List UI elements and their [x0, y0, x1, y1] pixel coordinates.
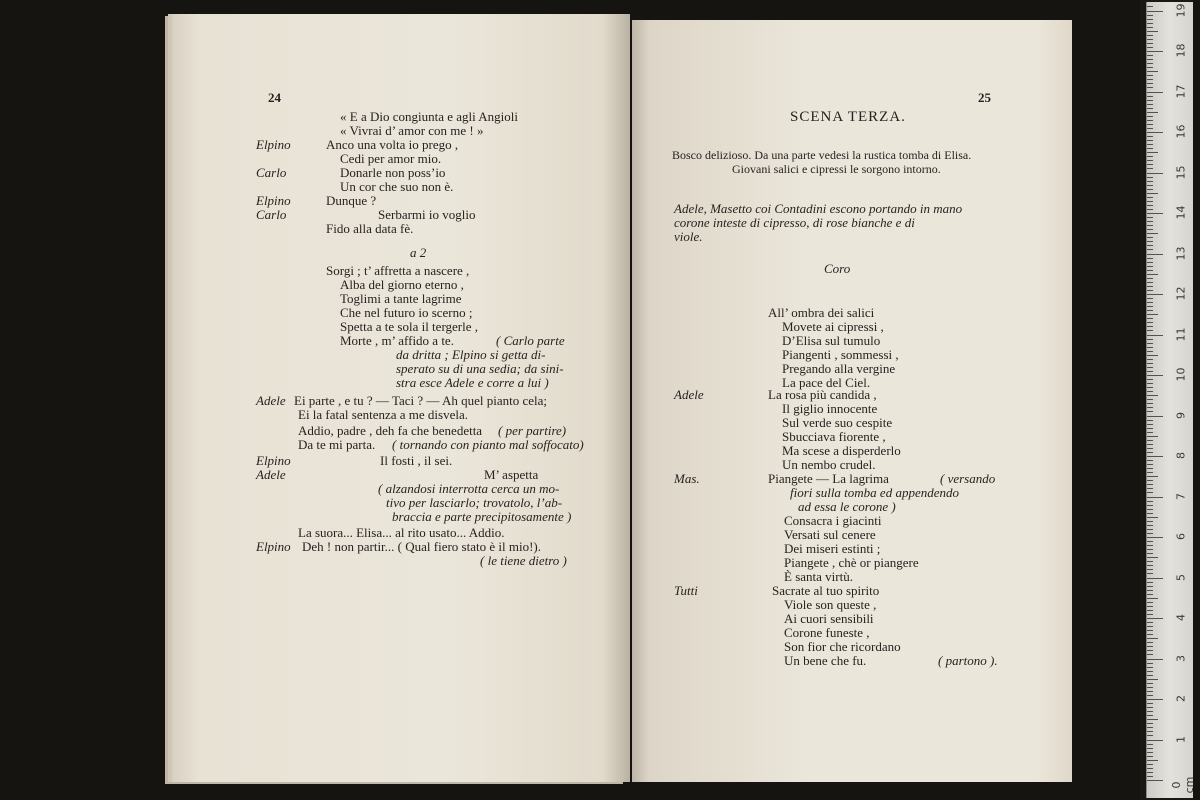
ruler-tick: [1147, 367, 1153, 368]
ruler-tick: [1147, 772, 1153, 773]
ruler-tick: [1147, 92, 1163, 93]
ruler-tick: [1147, 136, 1153, 137]
ruler-number: 13: [1174, 246, 1188, 260]
ruler-tick: [1147, 379, 1153, 380]
entrance-line: Adele, Masetto coi Contadini escono portando in mano: [674, 201, 963, 216]
verse-line: « Vivrai d’ amor con me ! »: [340, 123, 484, 138]
speaker-name: Adele: [674, 387, 704, 402]
ruler-tick: [1147, 168, 1153, 169]
ruler-tick: [1147, 387, 1153, 388]
scene-title: SCENA TERZA.: [790, 109, 906, 125]
ruler-number: 4: [1174, 614, 1188, 621]
ruler-number: 18: [1174, 43, 1188, 58]
verse-line: Anco una volta io prego ,: [326, 137, 459, 152]
ruler-tick: [1147, 71, 1158, 72]
ruler-number: 17: [1174, 84, 1188, 98]
ruler-tick: [1147, 711, 1153, 712]
ruler-tick: [1147, 501, 1153, 502]
ruler-tick: [1147, 112, 1158, 113]
ruler-tick: [1147, 411, 1153, 412]
ruler-tick: [1147, 642, 1153, 643]
verse-line: Son fior che ricordano: [784, 639, 901, 654]
ruler-tick: [1147, 476, 1158, 477]
ruler-tick: [1147, 193, 1158, 194]
verse-line: La pace del Ciel.: [782, 375, 871, 390]
verse-line: « E a Dio congiunta e agli Angioli: [340, 109, 518, 124]
ruler-tick: [1147, 11, 1163, 12]
verse-line: Sorgi ; t’ affretta a nascere ,: [326, 263, 470, 278]
ruler-number: 5: [1174, 573, 1188, 581]
verse-line: Fido alla data fè.: [326, 221, 414, 236]
ruler-tick: [1147, 679, 1158, 680]
setting-line: Giovani salici e cipressi le sorgono intorno.: [732, 162, 941, 176]
ruler-tick: [1147, 428, 1153, 429]
page-number: 25: [978, 90, 991, 105]
right-page: [632, 20, 1072, 782]
ruler-tick: [1147, 120, 1153, 121]
ruler-tick: [1147, 638, 1158, 639]
verse-line: Addio, padre , deh fa che benedetta: [298, 423, 483, 438]
ruler-tick: [1147, 156, 1153, 157]
ruler-tick: [1147, 448, 1153, 449]
stage-direction: stra esce Adele e corre a lui ): [396, 375, 549, 390]
ruler-tick: [1147, 359, 1153, 360]
left-page: [172, 14, 630, 782]
ruler-tick: [1147, 565, 1153, 566]
ruler-tick: [1147, 440, 1153, 441]
ruler-tick: [1147, 282, 1153, 283]
ruler-tick: [1147, 695, 1153, 696]
speaker-name: Adele: [256, 393, 286, 408]
ruler-tick: [1147, 509, 1153, 510]
verse-line: Serbarmi io voglio: [378, 207, 476, 222]
ruler-tick: [1147, 75, 1153, 76]
entrance-line: viole.: [674, 229, 703, 244]
ruler-tick: [1147, 703, 1153, 704]
ruler-tick: [1147, 756, 1153, 757]
ruler-tick: [1147, 371, 1153, 372]
verse-line: Ai cuori sensibili: [784, 611, 874, 626]
ruler-tick: [1147, 375, 1163, 376]
ruler-tick: [1147, 217, 1153, 218]
ruler-tick: [1147, 140, 1153, 141]
verse-line: Spetta a te sola il tergerle ,: [340, 319, 479, 334]
verse-line: Sbucciava fiorente ,: [782, 429, 886, 444]
ruler-tick: [1147, 322, 1153, 323]
ruler-zero-label: 0 cm: [1170, 776, 1196, 794]
ruler-tick: [1147, 537, 1163, 538]
ruler-tick: [1147, 221, 1153, 222]
ruler-tick: [1147, 310, 1153, 311]
ruler-tick: [1147, 549, 1153, 550]
verse-line: Sacrate al tuo spirito: [772, 583, 880, 598]
ruler-tick: [1147, 614, 1153, 615]
ruler-tick: [1147, 602, 1153, 603]
ruler-tick: [1147, 436, 1158, 437]
ruler-tick: [1147, 723, 1153, 724]
ruler-tick: [1147, 654, 1153, 655]
ruler-tick: [1147, 79, 1153, 80]
verse-line: Che nel futuro io scerno ;: [340, 305, 473, 320]
stage-direction: ( tornando con pianto mal soffocato): [392, 437, 584, 452]
ruler-tick: [1147, 707, 1153, 708]
verse-line: Cedi per amor mio.: [340, 151, 442, 166]
ruler-tick: [1147, 667, 1153, 668]
ruler-tick: [1147, 663, 1153, 664]
ruler-tick: [1147, 43, 1153, 44]
ruler-tick: [1147, 569, 1153, 570]
stage-direction: fiori sulla tomba ed appendendo: [790, 485, 959, 500]
ruler-tick: [1147, 699, 1163, 700]
ruler-tick: [1147, 132, 1163, 133]
ruler-tick: [1147, 505, 1153, 506]
ruler-tick: [1147, 675, 1153, 676]
verse-line: Morte , m’ affido a te.: [340, 333, 454, 348]
ruler-tick: [1147, 185, 1153, 186]
ruler-tick: [1147, 403, 1153, 404]
ruler-tick: [1147, 492, 1153, 493]
ruler-number: 16: [1174, 124, 1188, 139]
stage-direction: ad essa le corone ): [798, 499, 896, 514]
verse-line: Dunque ?: [326, 193, 377, 208]
ruler-tick: [1147, 249, 1153, 250]
ruler-tick: [1147, 545, 1153, 546]
ruler-tick: [1147, 659, 1163, 660]
stage-direction: sperato su di una sedia; da sini-: [396, 361, 564, 376]
ruler-tick: [1147, 748, 1153, 749]
ruler-tick: [1147, 164, 1153, 165]
ruler-tick: [1147, 764, 1153, 765]
ruler-tick: [1147, 229, 1153, 230]
verse-line: È santa virtù.: [784, 569, 853, 584]
ruler-tick: [1147, 233, 1158, 234]
ruler-tick: [1147, 561, 1153, 562]
ruler-number: 2: [1174, 695, 1188, 702]
ruler-tick: [1147, 517, 1158, 518]
speaker-name: Elpino: [256, 137, 291, 152]
ruler-tick: [1147, 104, 1153, 105]
ruler-tick: [1147, 776, 1153, 777]
ruler-tick: [1147, 83, 1153, 84]
verse-line: Donarle non poss’io: [340, 165, 446, 180]
stage-direction: da dritta ; Elpino si getta di-: [396, 347, 546, 362]
ruler-tick: [1147, 578, 1163, 579]
ruler-tick: [1147, 35, 1153, 36]
ruler-tick: [1147, 15, 1153, 16]
verse-line: Viole son queste ,: [784, 597, 877, 612]
ruler-tick: [1147, 23, 1153, 24]
a-due-heading: a 2: [410, 245, 427, 260]
ruler-tick: [1147, 347, 1153, 348]
ruler-tick: [1147, 407, 1153, 408]
ruler-tick: [1147, 383, 1153, 384]
stage-direction: ( per partire): [498, 423, 567, 438]
ruler-tick: [1147, 735, 1153, 736]
ruler-tick: [1147, 731, 1153, 732]
ruler-tick: [1147, 294, 1163, 295]
ruler-tick: [1147, 715, 1153, 716]
ruler-tick: [1147, 634, 1153, 635]
ruler-tick: [1147, 55, 1153, 56]
ruler-tick: [1147, 181, 1153, 182]
stage-direction: ( le tiene dietro ): [480, 553, 567, 568]
entrance-line: corone inteste di cipresso, di rose bianche e di: [674, 215, 915, 230]
ruler-tick: [1147, 456, 1163, 457]
ruler-tick: [1147, 237, 1153, 238]
speaker-name: Tutti: [674, 583, 698, 598]
ruler-tick: [1147, 290, 1153, 291]
ruler-tick: [1147, 650, 1153, 651]
ruler-tick: [1147, 671, 1153, 672]
verse-line: Alba del giorno eterno ,: [340, 277, 464, 292]
ruler-tick: [1147, 205, 1153, 206]
page-number: 24: [268, 90, 281, 105]
ruler-number: 8: [1174, 452, 1188, 459]
ruler-tick: [1147, 335, 1163, 336]
speaker-name: Carlo: [256, 165, 287, 180]
ruler-tick: [1147, 351, 1153, 352]
ruler-tick: [1147, 245, 1153, 246]
ruler-tick: [1147, 416, 1163, 417]
verse-line: Un cor che suo non è.: [340, 179, 454, 194]
ruler-number: 3: [1174, 654, 1188, 662]
ruler-tick: [1147, 306, 1153, 307]
ruler-tick: [1147, 391, 1153, 392]
verse-line: Ma scese a disperderlo: [782, 443, 901, 458]
speaker-name: Adele: [256, 467, 286, 482]
ruler-tick: [1147, 468, 1153, 469]
ruler-tick: [1147, 484, 1153, 485]
verse-line: Movete ai cipressi ,: [782, 319, 884, 334]
ruler-tick: [1147, 582, 1153, 583]
ruler-tick: [1147, 590, 1153, 591]
ruler-tick: [1147, 302, 1153, 303]
ruler-tick: [1147, 270, 1153, 271]
verse-line: Consacra i giacinti: [784, 513, 882, 528]
ruler-tick: [1147, 258, 1153, 259]
ruler-tick: [1147, 460, 1153, 461]
ruler-number: 1: [1174, 735, 1188, 743]
stage-direction: ( versando: [940, 471, 996, 486]
ruler-tick: [1147, 19, 1153, 20]
verse-line: Deh ! non partir... ( Qual fiero stato è il mio!).: [302, 539, 541, 554]
ruler-tick: [1147, 622, 1153, 623]
ruler-tick: [1147, 124, 1153, 125]
stage-direction: tivo per lasciarlo; trovatolo, l’ab-: [386, 495, 563, 510]
ruler-tick: [1147, 683, 1153, 684]
verse-line: All’ ombra dei salici: [768, 305, 875, 320]
ruler-tick: [1147, 432, 1153, 433]
ruler-tick: [1147, 274, 1158, 275]
ruler-tick: [1147, 27, 1153, 28]
ruler-tick: [1147, 399, 1153, 400]
ruler-tick: [1147, 768, 1153, 769]
ruler-tick: [1147, 278, 1153, 279]
ruler-tick: [1147, 464, 1153, 465]
ruler-tick: [1147, 626, 1153, 627]
ruler-tick: [1147, 262, 1153, 263]
setting-line: Bosco delizioso. Da una parte vedesi la rustica tomba di Elisa.: [672, 148, 972, 162]
ruler-number: 19: [1174, 3, 1188, 17]
verse-line: Versati sul cenere: [784, 527, 876, 542]
ruler-tick: [1147, 472, 1153, 473]
ruler-tick: [1147, 691, 1153, 692]
ruler-tick: [1147, 67, 1153, 68]
ruler-tick: [1147, 618, 1163, 619]
measuring-ruler: [1146, 2, 1196, 798]
ruler-tick: [1147, 727, 1153, 728]
ruler-tick: [1147, 719, 1158, 720]
ruler-tick: [1147, 740, 1163, 741]
verse-line: La suora... Elisa... al rito usato... Addio.: [298, 525, 505, 540]
ruler-tick: [1147, 480, 1153, 481]
ruler-tick: [1147, 606, 1153, 607]
ruler-tick: [1147, 148, 1153, 149]
ruler-tick: [1147, 128, 1153, 129]
ruler-tick: [1147, 326, 1153, 327]
ruler-tick: [1147, 529, 1153, 530]
ruler-tick: [1147, 213, 1163, 214]
stage-direction: braccia e parte precipitosamente ): [392, 509, 572, 524]
ruler-tick: [1147, 355, 1158, 356]
verse-line: Piangenti , sommessi ,: [782, 347, 899, 362]
ruler-tick: [1147, 339, 1153, 340]
verse-line: Un nembo crudel.: [782, 457, 876, 472]
verse-line: Corone funeste ,: [784, 625, 870, 640]
ruler-tick: [1147, 116, 1153, 117]
ruler-tick: [1147, 314, 1158, 315]
ruler-tick: [1147, 444, 1153, 445]
coro-heading: Coro: [824, 261, 851, 276]
ruler-tick: [1147, 96, 1153, 97]
ruler-tick: [1147, 201, 1153, 202]
speaker-name: Elpino: [256, 453, 291, 468]
ruler-tick: [1147, 266, 1153, 267]
ruler-tick: [1147, 573, 1153, 574]
ruler-tick: [1147, 330, 1153, 331]
ruler-tick: [1147, 780, 1163, 781]
verse-line: Piangete , chè or piangere: [784, 555, 919, 570]
ruler-tick: [1147, 752, 1153, 753]
ruler-tick: [1147, 59, 1153, 60]
ruler-tick: [1147, 363, 1153, 364]
ruler-tick: [1147, 424, 1153, 425]
ruler-tick: [1147, 197, 1153, 198]
ruler-number: 10: [1174, 367, 1188, 382]
ruler-tick: [1147, 100, 1153, 101]
ruler-tick: [1147, 177, 1153, 178]
verse-line: Pregando alla vergine: [782, 361, 896, 376]
ruler-tick: [1147, 286, 1153, 287]
ruler-tick: [1147, 488, 1153, 489]
verse-line: Ei parte , e tu ? — Taci ? — Ah quel pianto cela;: [294, 393, 547, 408]
ruler-tick: [1147, 63, 1153, 64]
ruler-tick: [1147, 646, 1153, 647]
ruler-tick: [1147, 586, 1153, 587]
ruler-tick: [1147, 760, 1158, 761]
ruler-tick: [1147, 51, 1163, 52]
ruler-number: 7: [1174, 492, 1188, 500]
ruler-tick: [1147, 557, 1158, 558]
ruler-tick: [1147, 420, 1153, 421]
verse-line: Piangete — La lagrima: [768, 471, 889, 486]
ruler-tick: [1147, 395, 1158, 396]
ruler-tick: [1147, 525, 1153, 526]
ruler-tick: [1147, 513, 1153, 514]
ruler-tick: [1147, 87, 1153, 88]
ruler-tick: [1147, 241, 1153, 242]
ruler-tick: [1147, 318, 1153, 319]
ruler-tick: [1147, 521, 1153, 522]
ruler-tick: [1147, 594, 1153, 595]
ruler-tick: [1147, 610, 1153, 611]
ruler-number: 15: [1174, 165, 1188, 179]
ruler-tick: [1147, 6, 1153, 7]
verse-line: Sul verde suo cespite: [782, 415, 893, 430]
verse-line: D’Elisa sul tumulo: [782, 333, 881, 348]
verse-line: Il giglio innocente: [782, 401, 878, 416]
speaker-name: Elpino: [256, 193, 291, 208]
ruler-tick: [1147, 173, 1163, 174]
ruler-tick: [1147, 452, 1153, 453]
verse-line: La rosa più candida ,: [768, 387, 877, 402]
verse-line: M’ aspetta: [484, 467, 539, 482]
ruler-tick: [1147, 160, 1153, 161]
ruler-tick: [1147, 553, 1153, 554]
ruler-tick: [1147, 108, 1153, 109]
ruler-number: 9: [1174, 411, 1188, 419]
ruler-number: 6: [1174, 533, 1188, 540]
ruler-tick: [1147, 152, 1158, 153]
ruler-tick: [1147, 744, 1153, 745]
verse-line: Un bene che fu.: [784, 653, 867, 668]
verse-line: Il fosti , il sei.: [380, 453, 453, 468]
stage-direction: ( alzandosi interrotta cerca un mo-: [378, 481, 560, 496]
ruler-tick: [1147, 39, 1153, 40]
ruler-tick: [1147, 533, 1153, 534]
speaker-name: Carlo: [256, 207, 287, 222]
ruler-tick: [1147, 225, 1153, 226]
verse-line: Ei la fatal sentenza a me disvela.: [298, 407, 469, 422]
ruler-number: 11: [1174, 327, 1188, 341]
ruler-number: 12: [1174, 286, 1188, 301]
ruler-tick: [1147, 144, 1153, 145]
ruler-tick: [1147, 598, 1158, 599]
ruler-number: 14: [1174, 205, 1188, 220]
ruler-tick: [1147, 209, 1153, 210]
verse-line: Da te mi parta.: [298, 437, 376, 452]
verse-line: Dei miseri estinti ;: [784, 541, 881, 556]
speaker-name: Mas.: [674, 471, 700, 486]
speaker-name: Elpino: [256, 539, 291, 554]
ruler-tick: [1147, 298, 1153, 299]
ruler-tick: [1147, 31, 1158, 32]
ruler-tick: [1147, 687, 1153, 688]
ruler-tick: [1147, 630, 1153, 631]
stage-direction: ( Carlo parte: [496, 333, 565, 348]
ruler-tick: [1147, 541, 1153, 542]
ruler-tick: [1147, 497, 1163, 498]
verse-line: Toglimi a tante lagrime: [340, 291, 462, 306]
ruler-tick: [1147, 189, 1153, 190]
ruler-tick: [1147, 254, 1163, 255]
stage-direction: ( partono ).: [938, 653, 998, 668]
ruler-tick: [1147, 47, 1153, 48]
ruler-tick: [1147, 343, 1153, 344]
